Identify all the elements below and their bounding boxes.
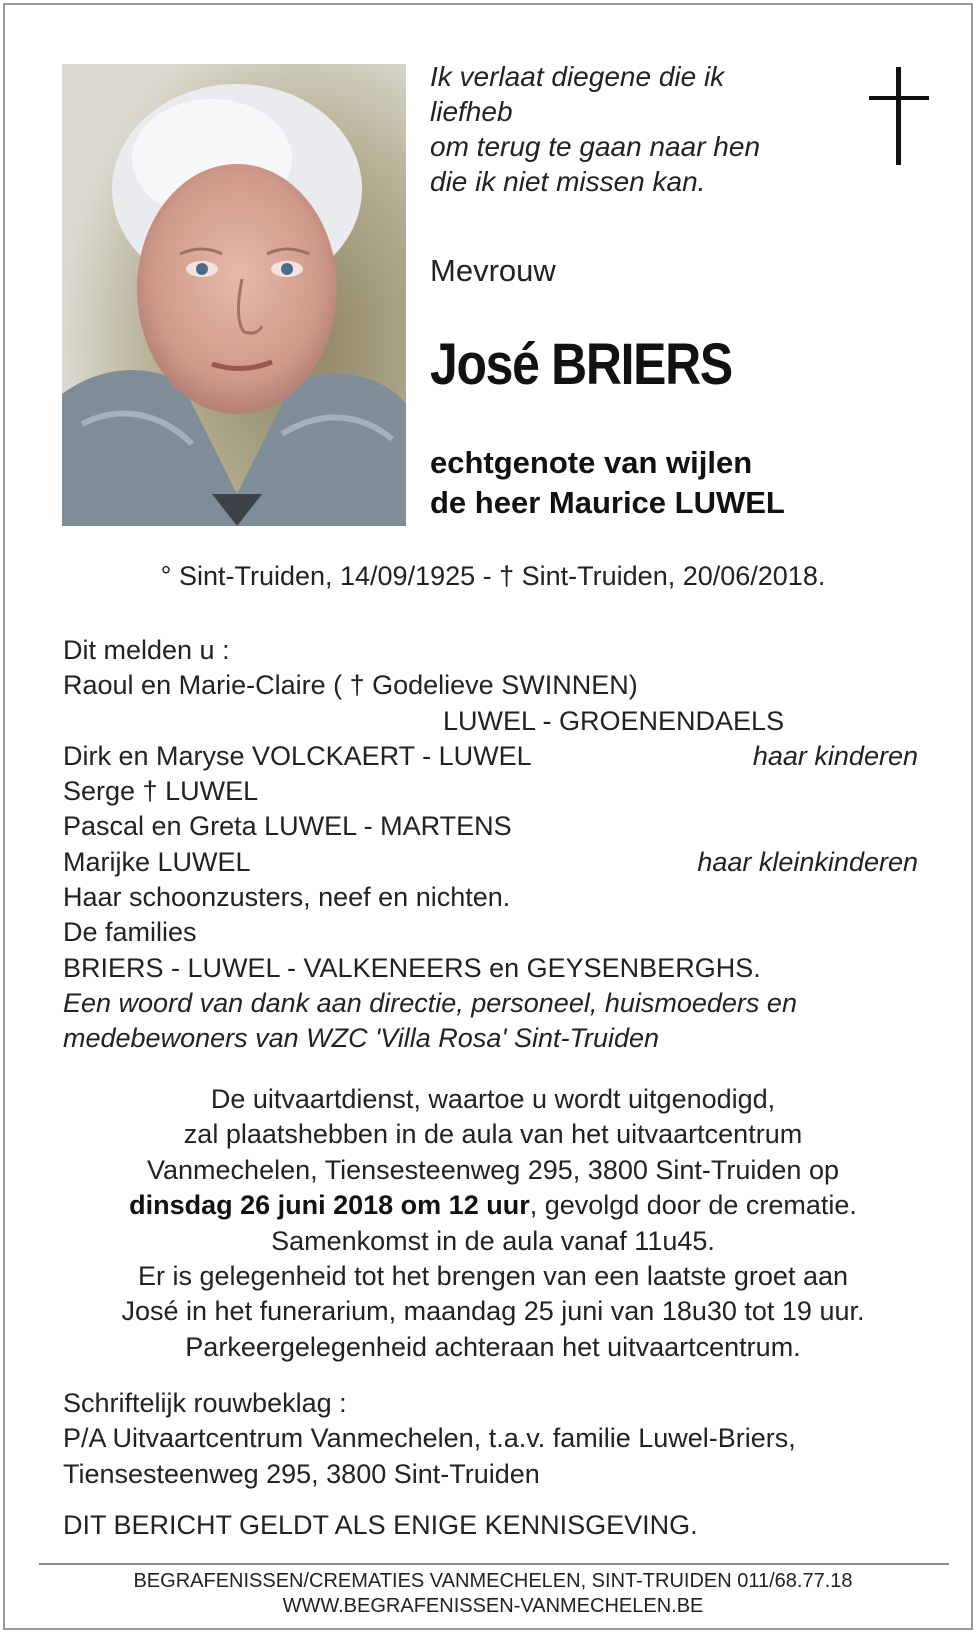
footer-company: BEGRAFENISSEN/CREMATIES VANMECHELEN, SINT-TRUIDEN 011/68.77.18 (133, 1570, 853, 1592)
funeral-line: zal plaatshebben in de aula van het uitvaartcentrum (183, 1119, 803, 1150)
funeral-details (5, 1082, 980, 1365)
footer (5, 1569, 980, 1619)
condolence-intro: Schriftelijk rouwbeklag : (63, 1388, 347, 1418)
funeral-line: José in het funerarium, maandag 25 juni van 18u30 tot 19 uur. (121, 1296, 865, 1327)
poem-line: liefheb (430, 96, 513, 127)
grandchildren-label: haar kleinkinderen (697, 846, 918, 877)
thanks-line: Een woord van dank aan directie, personeel, huismoeders en (63, 987, 797, 1018)
spouse-line: de heer Maurice LUWEL (430, 485, 785, 520)
family-intro: Dit melden u : (63, 635, 230, 665)
condolence-address (63, 1386, 943, 1492)
family-row (63, 845, 918, 880)
family-row: Haar schoonzusters, neef en nichten. (63, 882, 511, 913)
official-notice: DIT BERICHT GELDT ALS ENIGE KENNISGEVING. (63, 1510, 698, 1540)
portrait-illustration (62, 64, 406, 526)
family-row-text: Marijke LUWEL (63, 846, 251, 877)
funeral-line: Samenkomst in de aula vanaf 11u45. (271, 1225, 715, 1256)
children-label: haar kinderen (752, 740, 918, 771)
family-row: LUWEL - GROENENDAELS (443, 705, 785, 736)
family-row: Raoul en Marie-Claire ( † Godelieve SWINNEN) (63, 670, 638, 701)
funeral-line: De uitvaartdienst, waartoe u wordt uitgenodigd, (210, 1084, 776, 1114)
poem (430, 59, 810, 199)
latin-cross-icon (869, 67, 929, 167)
funeral-date: dinsdag 26 juni 2018 om 12 uur (129, 1190, 530, 1221)
family-row-text: Dirk en Maryse VOLCKAERT - LUWEL (63, 740, 532, 771)
poem-line: om terug te gaan naar hen (430, 131, 761, 162)
obituary-card (3, 3, 973, 1630)
deceased-name: José BRIERS (430, 332, 732, 397)
poem-line: Ik verlaat diegene die ik (430, 61, 725, 92)
salutation: Mevrouw (430, 253, 556, 288)
condolence-line: Tiensesteenweg 295, 3800 Sint-Truiden (63, 1458, 540, 1489)
footer-divider (39, 1563, 949, 1565)
funeral-line: Vanmechelen, Tiensesteenweg 295, 3800 Sint-Truiden op (147, 1154, 839, 1185)
funeral-line-rest: , gevolgd door de crematie. (529, 1190, 857, 1221)
footer-website: WWW.BEGRAFENISSEN-VANMECHELEN.BE (282, 1595, 704, 1617)
spouse-line: echtgenote van wijlen (430, 445, 753, 480)
portrait-photo (62, 64, 406, 526)
family-row: Serge † LUWEL (63, 776, 259, 807)
families-names: BRIERS - LUWEL - VALKENEERS en GEYSENBERGHS. (63, 952, 761, 983)
families-intro: De families (63, 917, 197, 948)
family-row (63, 739, 918, 774)
family-list (63, 633, 918, 1057)
spouse-info (430, 443, 785, 523)
birth-death-dates: ° Sint-Truiden, 14/09/1925 - † Sint-Truiden, 20/06/2018. (160, 561, 826, 591)
funeral-line: Parkeergelegenheid achteraan het uitvaartcentrum. (185, 1331, 801, 1362)
family-row: Pascal en Greta LUWEL - MARTENS (63, 811, 512, 842)
poem-line: die ik niet missen kan. (430, 166, 706, 197)
thanks-line: medebewoners van WZC 'Villa Rosa' Sint-Truiden (63, 1023, 660, 1054)
condolence-line: P/A Uitvaartcentrum Vanmechelen, t.a.v. familie Luwel-Briers, (63, 1423, 796, 1454)
funeral-line (5, 1188, 980, 1223)
funeral-line: Er is gelegenheid tot het brengen van een laatste groet aan (137, 1261, 848, 1292)
